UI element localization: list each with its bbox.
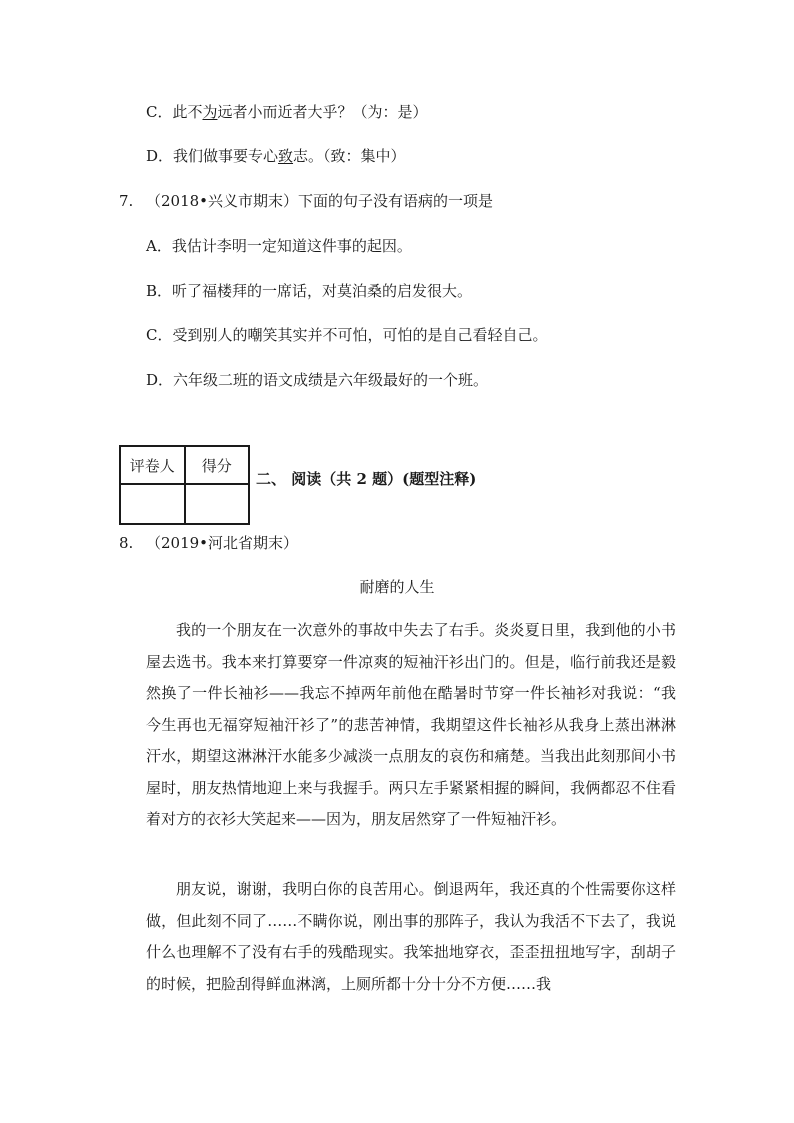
score-table-cell-grader[interactable] [120, 484, 185, 524]
score-table [119, 445, 250, 525]
q6-option-d [146, 146, 406, 166]
q8-source: （2019•河北省期末） [146, 534, 299, 552]
score-table-header-score: 得分 [185, 446, 250, 484]
q7-number: 7. [119, 192, 134, 210]
q6-option-c-underlined: 为 [202, 103, 218, 121]
passage-paragraph-2: 朋友说，谢谢，我明白你的良苦用心。倒退两年，我还真的个性需要你这样做，但此刻不同了……不瞒你说，刚出事的那阵子，我认为我活不下去了，我说什么也理解不了没有右手的残酷现实。我笨拙地穿衣，歪歪扭扭地写字，刮胡子的时候，把脸刮得鲜血淋漓，上厕所都十分十分不方便……我 [146, 880, 676, 993]
q8-number: 8. [119, 534, 134, 552]
q7-option-c: C．受到别人的嘲笑其实并不可怕，可怕的是自己看轻自己。 [146, 326, 548, 344]
q6-option-c [146, 102, 428, 122]
q6-option-c-post: 远者小而近者大乎？（为：是） [217, 103, 428, 121]
q6-option-c-pre: C．此不 [146, 103, 203, 121]
q6-option-d-underlined: 致 [278, 147, 294, 165]
q7-option-d: D．六年级二班的语文成绩是六年级最好的一个班。 [146, 371, 489, 389]
q6-option-d-pre: D．我们做事要专心 [146, 147, 279, 165]
passage-paragraph-1: 我的一个朋友在一次意外的事故中失去了右手。炎炎夏日里，我到他的小书屋去选书。我本来打算要穿一件凉爽的短袖汗衫出门的。但是，临行前我还是毅然换了一件长袖衫——我忘不掉两年前他在酷暑时节穿一件长袖衫对我说：“我今生再也无福穿短袖汗衫了”的悲苦神情，我期望这件长袖衫从我身上蒸出淋淋汗水，期望这淋淋汗水能多少减淡一点朋友的哀伤和痛楚。当我出此刻那间小书屋时，朋友热情地迎上来与我握手。两只左手紧紧相握的瞬间，我俩都忍不住看着对方的衣衫大笑起来——因为，朋友居然穿了一件短袖汗衫。 [146, 621, 676, 828]
score-table-cell-score[interactable] [185, 484, 250, 524]
q7-option-b: B．听了福楼拜的一席话，对莫泊桑的启发很大。 [146, 282, 473, 300]
q7-option-a: A．我估计李明一定知道这件事的起因。 [146, 237, 412, 255]
section-title: 二、 阅读（共 2 题）(题型注释) [256, 470, 477, 488]
q6-option-d-post: 志。（致：集中） [293, 147, 406, 165]
passage-title: 耐磨的人生 [359, 578, 435, 596]
q7-stem: （2018•兴义市期末）下面的句子没有语病的一项是 [146, 192, 494, 210]
score-table-header-grader: 评卷人 [120, 446, 185, 484]
